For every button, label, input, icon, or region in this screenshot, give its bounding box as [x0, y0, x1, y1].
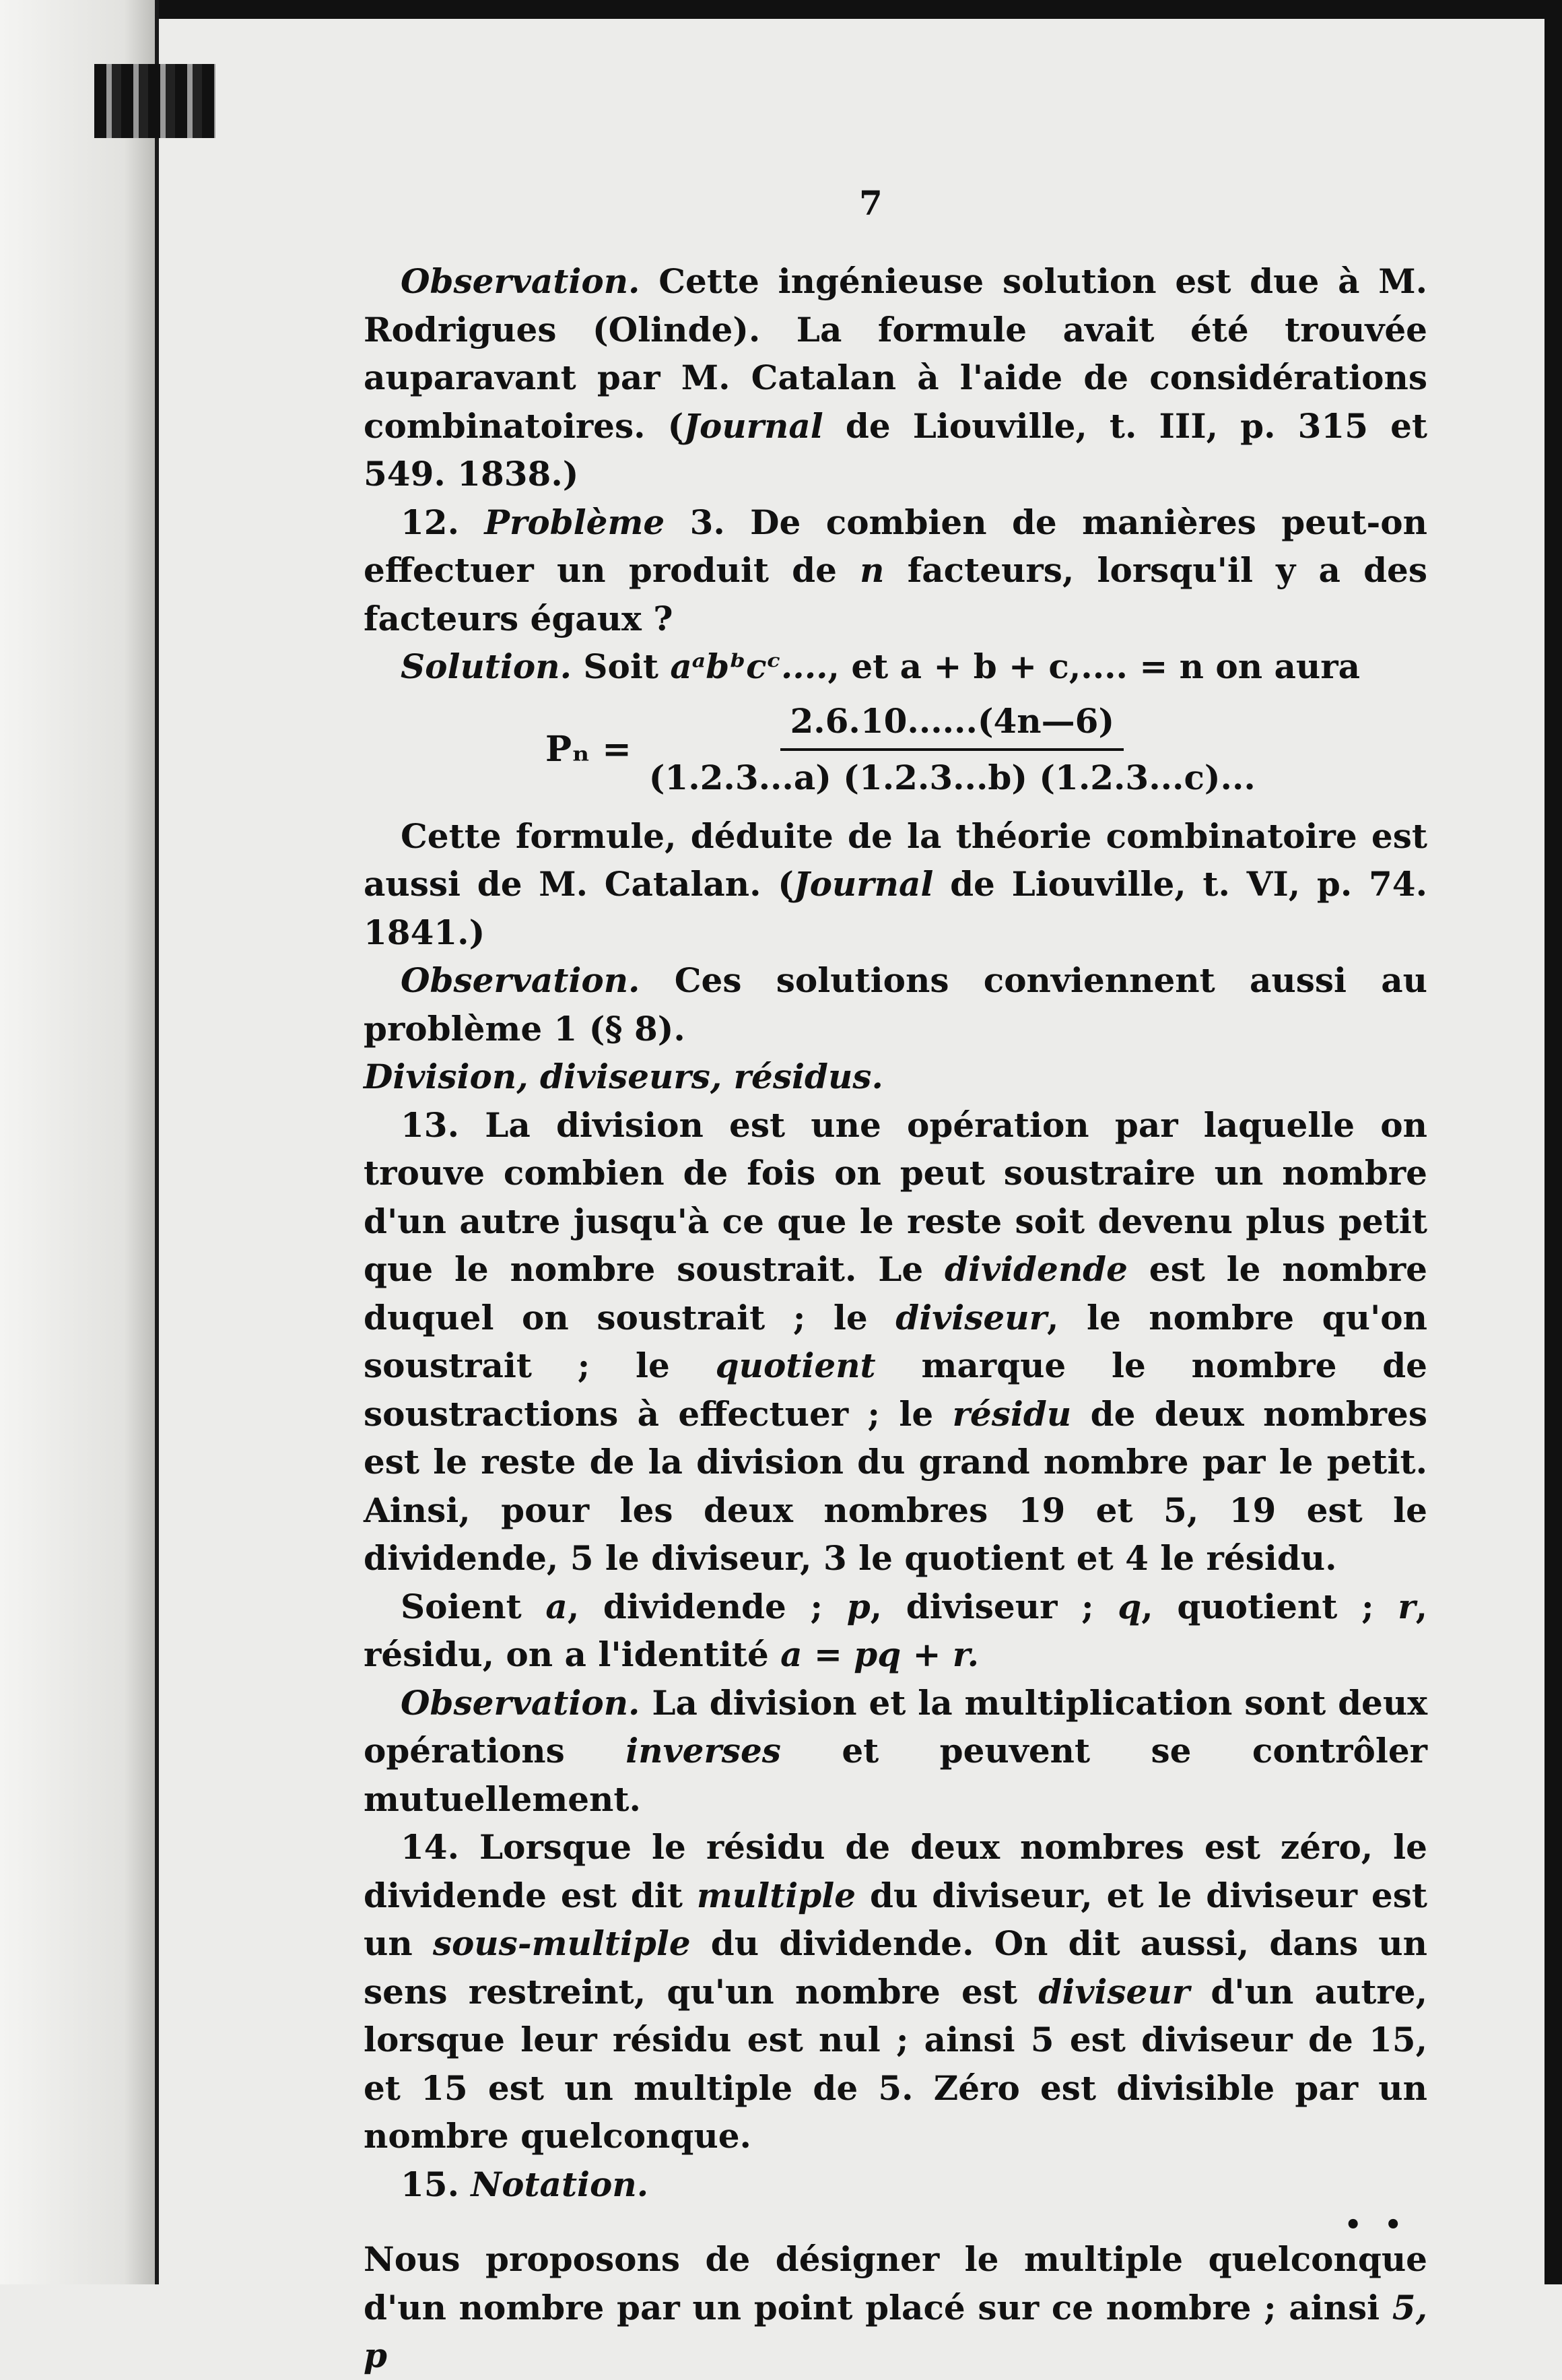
- formula-fraction: [649, 697, 1256, 801]
- section-heading: Division, diviseurs, résidus.: [364, 1057, 883, 1096]
- paragraph-observation-3: Observation. La division et la multiplication sont deux opérations inverses et peuvent se contrôler mutuellement.: [364, 1682, 1427, 1819]
- document-page: [364, 0, 1428, 2375]
- label-solution: Solution.: [401, 647, 572, 686]
- paragraph-13: 13. La division est une opération par laquelle on trouve combien de fois on peut soustraire un nombre d'un autre jusqu'à ce que le reste soit devenu plus petit que le nombre soustrait. Le dividende est le nombre duquel on soustrait ; le diviseur, le nombre qu'on soustrait ; le quotient marque le nombre de soustractions à effectuer ; le résidu de deux nombres est le reste de la division du grand nombre par le petit. Ainsi, pour les deux nombres 19 et 5, 19 est le dividende, 5 le diviseur, 3 le quotient et 4 le résidu.: [364, 1104, 1427, 1578]
- label-probleme: Problème: [484, 502, 665, 542]
- notation-dots: ••: [1344, 2209, 1425, 2241]
- page-binding: [0, 0, 159, 2284]
- binding-mark: [94, 64, 215, 138]
- paragraph-14: 14. Lorsque le résidu de deux nombres est zéro, le dividende est dit multiple du diviseur, et le diviseur est un sous-multiple du dividende. On dit aussi, dans un sens restreint, qu'un nombre est diviseur d'un autre, lorsque leur résidu est nul ; ainsi 5 est diviseur de 15, et 15 est un multiple de 5. Zéro est divisible par un nombre quelconque.: [364, 1827, 1427, 2156]
- label-observation: Observation.: [401, 960, 640, 1000]
- page-body: [364, 257, 1427, 2380]
- label-observation: Observation.: [401, 1682, 640, 1723]
- paragraph-15: 15. Notation. •• Nous proposons de désigner le multiple quelconque d'un nombre par un point placé sur ce nombre ; ainsi 5, p: [364, 2164, 1427, 2375]
- paragraph-probleme-3: 12. Problème 3. De combien de manières peut-on effectuer un produit de n facteurs, lorsqu'il y a des facteurs égaux ?: [364, 502, 1428, 638]
- page-number: 7: [859, 183, 883, 223]
- paragraph-solution: Solution. Soit aᵃbᵇcᶜ...., et a + b + c,.... = n on aura: [401, 647, 1360, 686]
- paragraph-catalan: Cette formule, déduite de la théorie combinatoire est aussi de M. Catalan. (Journal de Liouville, t. VI, p. 74. 1841.): [364, 816, 1427, 952]
- scan-border-right: [1544, 0, 1562, 2284]
- formula-numerator: 2.6.10......(4n—6): [780, 697, 1124, 751]
- label-notation: Notation.: [471, 2164, 649, 2204]
- paragraph-soient: Soient a, dividende ; p, diviseur ; q, quotient ; r, résidu, on a l'identité a = pq + r.: [364, 1586, 1427, 1674]
- formula-lhs: Pₙ =: [545, 728, 632, 770]
- paragraph-observation-1: Observation. Cette ingénieuse solution est due à M. Rodrigues (Olinde). La formule avait été trouvée auparavant par M. Catalan à l'aide de considérations combinatoires. (Journal de Liouville, t. III, p. 315 et 549. 1838.): [364, 261, 1428, 494]
- formula-denominator: (1.2.3...a) (1.2.3...b) (1.2.3...c)...: [648, 757, 1256, 797]
- paragraph-observation-2: Observation. Ces solutions conviennent aussi au problème 1 (§ 8).: [364, 960, 1427, 1049]
- formula-pn: [545, 696, 1427, 803]
- label-observation: Observation.: [401, 261, 640, 301]
